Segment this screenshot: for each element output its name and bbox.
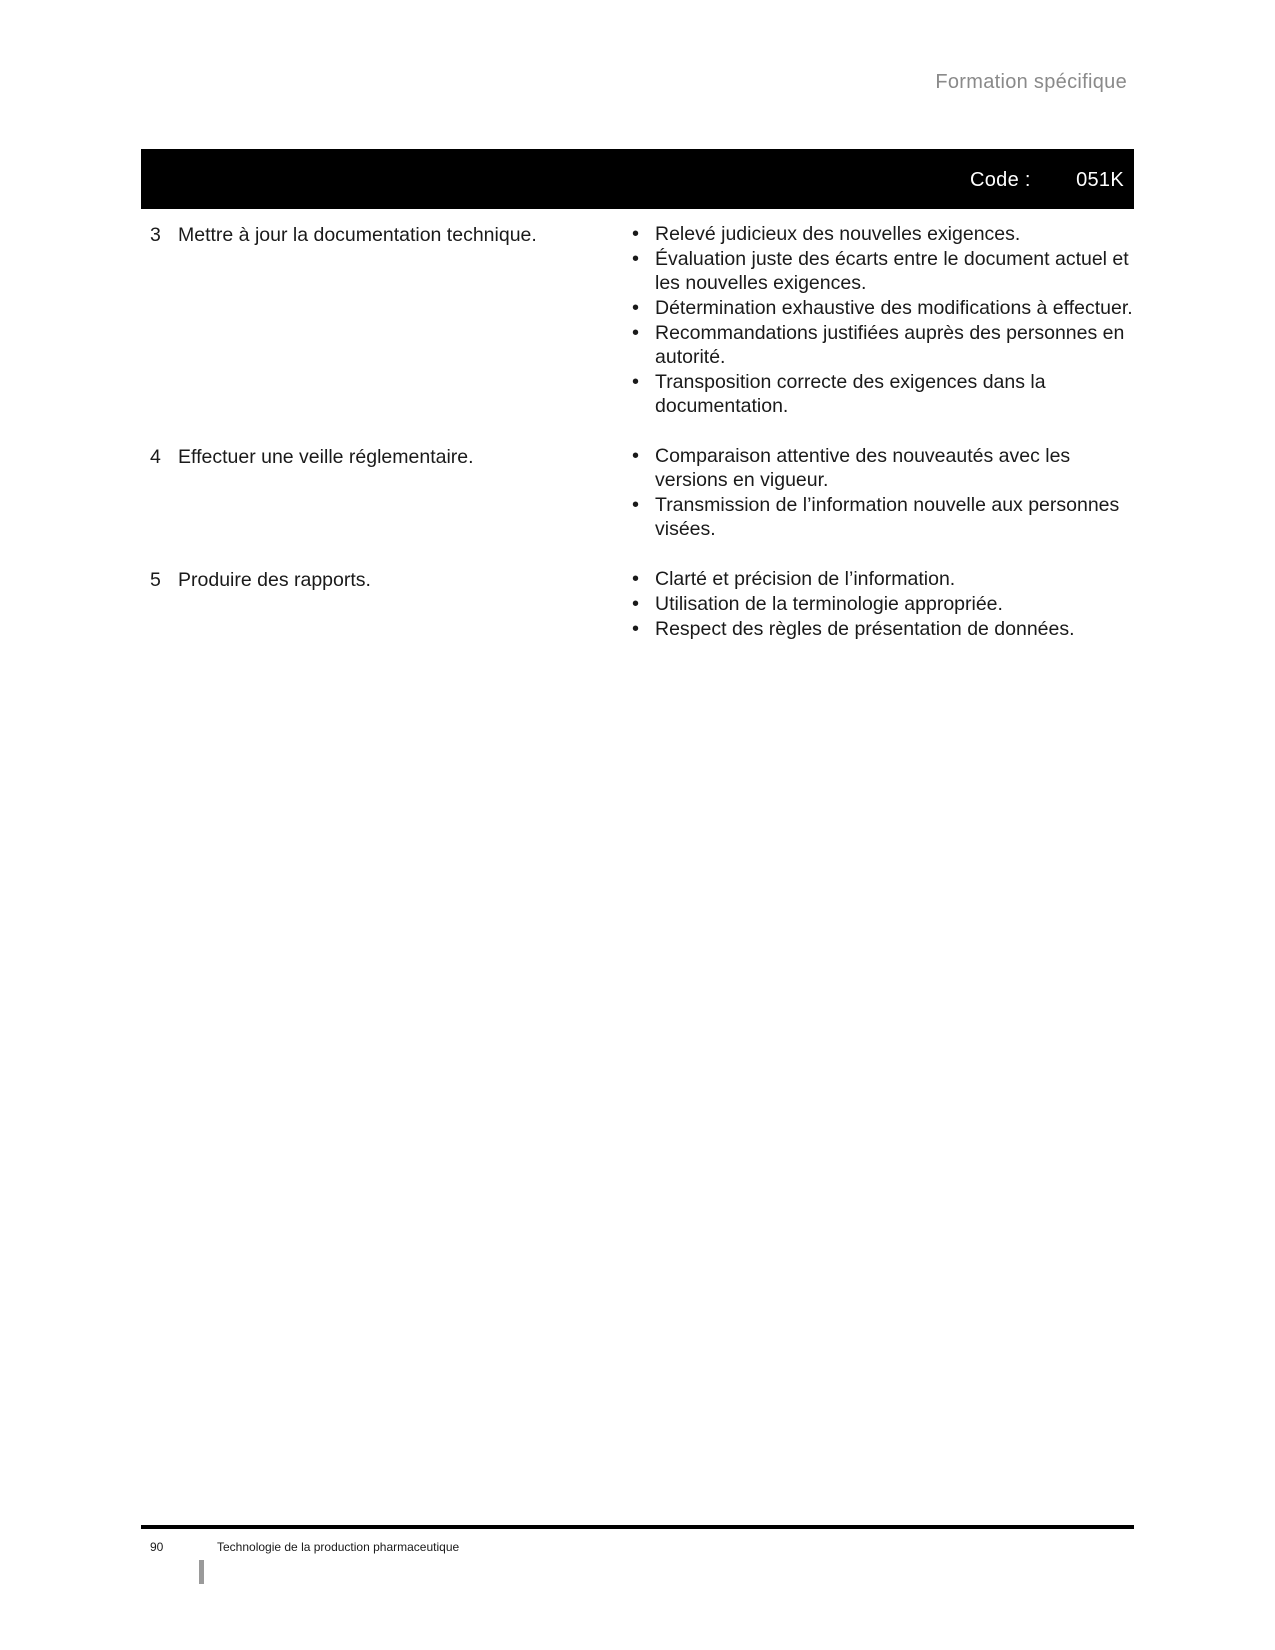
task-text: Mettre à jour la documentation technique. [178,224,537,246]
task-cell [141,222,628,419]
task-number: 3 [150,224,161,246]
criteria-list [628,444,1134,541]
criteria-list [628,222,1134,418]
criteria-cell [628,567,1134,642]
code-value: 051K [1076,169,1124,191]
task-number: 5 [150,569,161,591]
criteria-list [628,567,1134,641]
table-row [141,444,1134,542]
running-header: Formation spécifique [935,71,1127,93]
task-cell [141,444,628,542]
footer-marker [199,1560,204,1584]
footer-rule [141,1525,1134,1529]
table-row [141,222,1134,419]
list-item: • Comparaison attentive des nouveautés avec les versions en vigueur. [628,444,1134,492]
page-number: 90 [150,1540,164,1554]
list-item: • Utilisation de la terminologie appropriée. [628,592,1134,616]
list-item: • Relevé judicieux des nouvelles exigences. [628,222,1134,246]
list-item: • Clarté et précision de l’information. [628,567,1134,591]
code-label: Code : [970,169,1031,191]
footer-title: Technologie de la production pharmaceutique [217,1540,460,1554]
code-bar [141,149,1134,209]
criteria-cell [628,222,1134,419]
task-text: Produire des rapports. [178,569,371,591]
table-row [141,567,1134,642]
list-item: • Transmission de l’information nouvelle aux personnes visées. [628,493,1134,541]
list-item: • Respect des règles de présentation de données. [628,617,1134,641]
criteria-table [141,222,1134,642]
list-item: • Recommandations justifiées auprès des personnes en autorité. [628,321,1134,369]
list-item: • Évaluation juste des écarts entre le document actuel et les nouvelles exigences. [628,247,1134,295]
task-cell [141,567,628,642]
task-number: 4 [150,446,161,468]
criteria-cell [628,444,1134,542]
list-item: • Transposition correcte des exigences dans la documentation. [628,370,1134,418]
list-item: • Détermination exhaustive des modifications à effectuer. [628,296,1134,320]
task-text: Effectuer une veille réglementaire. [178,446,474,468]
